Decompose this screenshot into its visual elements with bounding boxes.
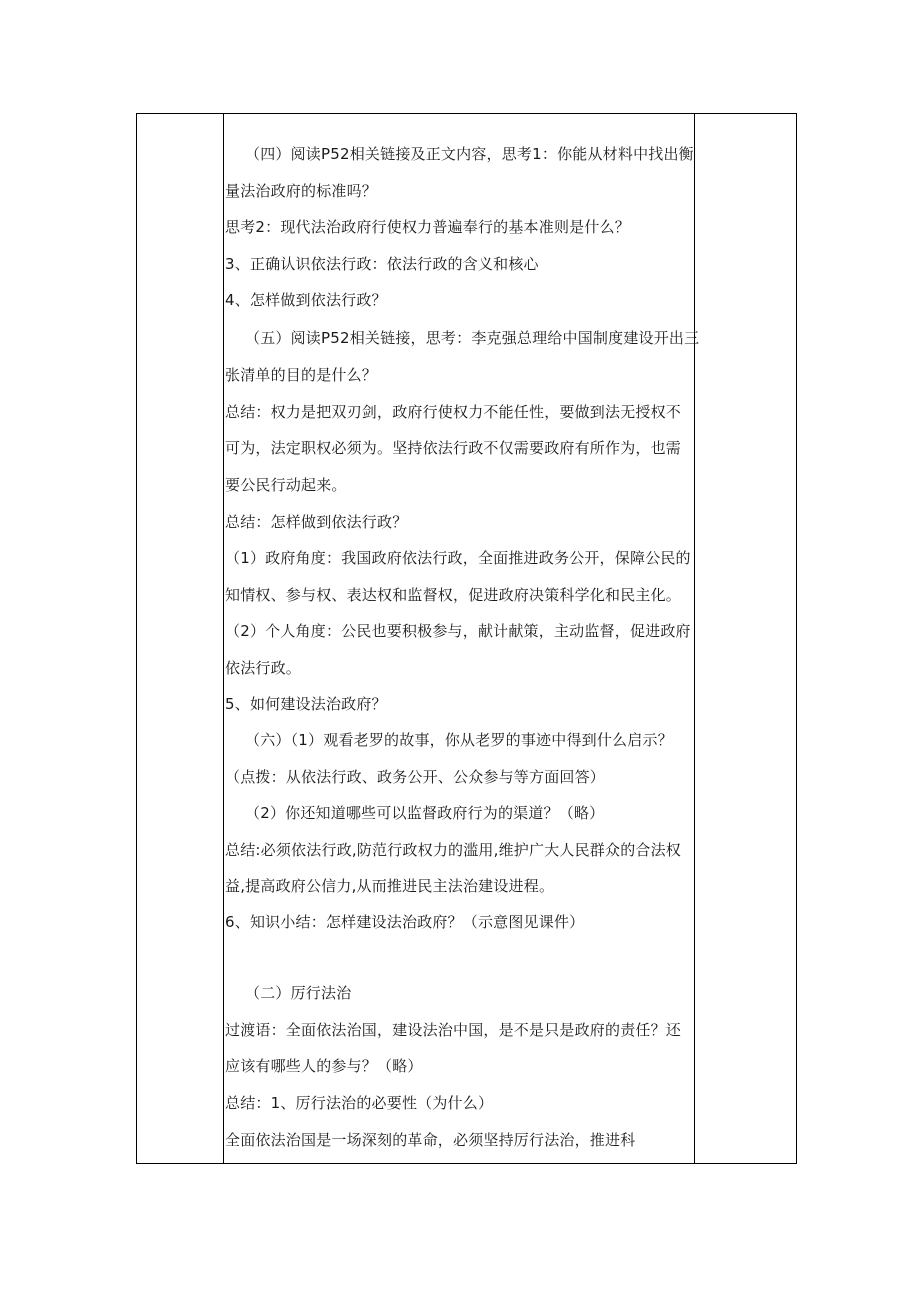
text-line: 应该有哪些人的参与？（略）: [225, 1057, 423, 1075]
text-line: 6、知识小结：怎样建设法治政府？（示意图见课件）: [225, 913, 585, 931]
text-line: 可为，法定职权必须为。坚持依法行政不仅需要政府有所作为，也需: [225, 439, 682, 457]
text-line: 全面依法治国是一场深刻的革命，必须坚持厉行法治，推进科: [225, 1131, 636, 1149]
text-line: （2）你还知道哪些可以监督政府行为的渠道？（略）: [245, 804, 605, 822]
text-line: 量法治政府的标准吗？: [225, 182, 378, 200]
table-column-divider-right: [694, 114, 695, 1163]
text-line: 总结：权力是把双刃剑，政府行使权力不能任性，要做到法无授权不: [225, 403, 682, 421]
text-line: 依法行政。: [225, 659, 302, 677]
text-line: 3、正确认识依法行政：依法行政的含义和核心: [225, 255, 539, 273]
text-line: 益,提高政府公信力,从而推进民主法治建设进程。: [225, 877, 555, 895]
text-line: 总结：怎样做到依法行政？: [225, 513, 408, 531]
text-line: （1）政府角度：我国政府依法行政，全面推进政务公开，保障公民的: [225, 549, 691, 567]
text-line: 总结:必须依法行政,防范行政权力的滥用,维护广大人民群众的合法权: [225, 841, 681, 859]
text-line: （2）个人角度：公民也要积极参与，献计献策，主动监督，促进政府: [225, 622, 691, 640]
text-line: 知情权、参与权、表达权和监督权，促进政府决策科学化和民主化。: [225, 586, 682, 604]
text-line: 思考2：现代法治政府行使权力普遍奉行的基本准则是什么？: [225, 218, 630, 236]
text-line: （点拨：从依法行政、政务公开、公众参与等方面回答）: [225, 768, 606, 786]
text-line: 4、怎样做到依法行政？: [225, 291, 387, 309]
text-line: （四）阅读P52相关链接及正文内容，思考1：你能从材料中找出衡: [245, 145, 694, 163]
text-line: （六）（1）观看老罗的故事，你从老罗的事迹中得到什么启示？: [245, 731, 673, 749]
text-line: 过渡语：全面依法治国，建设法治中国，是不是只是政府的责任？还: [225, 1021, 682, 1039]
text-line: 要公民行动起来。: [225, 476, 347, 494]
text-line: （五）阅读P52相关链接，思考：李克强总理给中国制度建设开出三: [245, 329, 700, 347]
text-line: （二）厉行法治: [245, 984, 352, 1002]
text-line: 张清单的目的是什么？: [225, 366, 378, 384]
text-line: 总结：1、厉行法治的必要性（为什么）: [225, 1094, 494, 1112]
lesson-table: [136, 113, 797, 1164]
table-column-divider-left: [223, 114, 224, 1163]
text-line: 5、如何建设法治政府？: [225, 695, 387, 713]
